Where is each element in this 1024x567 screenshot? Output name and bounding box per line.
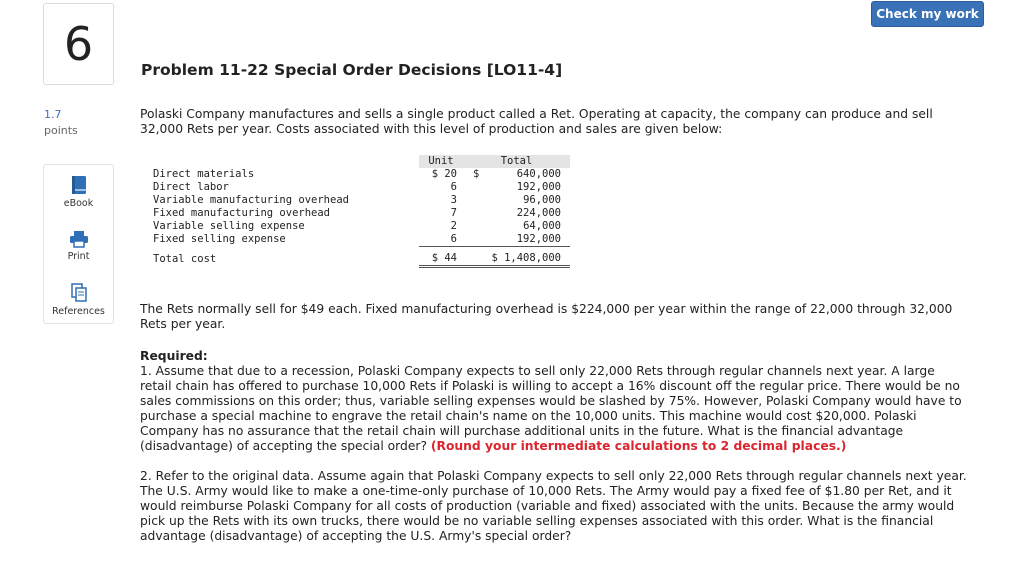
table-row — [146, 181, 570, 194]
row-total: 640,000 — [516, 168, 561, 180]
problem-title: Problem 11-22 Special Order Decisions [LO11-4] — [141, 61, 563, 79]
print-button[interactable] — [44, 230, 113, 262]
print-label: Print — [67, 251, 90, 262]
table-row — [146, 207, 570, 220]
references-button[interactable] — [44, 283, 113, 317]
printer-icon — [69, 230, 89, 248]
table-row — [146, 220, 570, 233]
required-section — [140, 349, 970, 544]
ebook-button[interactable] — [44, 175, 113, 209]
table-row — [146, 233, 570, 247]
row-label: Direct labor — [153, 181, 229, 193]
question-2-text: 2. Refer to the original data. Assume again that Polaski Company expects to sell only 22,000 Rets through regular channels next year. The U.S. Army would like to make a one-time-only purchase of 10,000 Rets. The Army would pay a fixed fee of $1.80 per Ret, and it would reimburse Polaski Company for all costs of production (variable and fixed) associated with the units. Because the army would pick up the Rets with its own trucks, there would be no variable selling expenses associated with this order. What is the financial advantage (disadvantage) of accepting the U.S. Army's special order? — [140, 469, 967, 543]
row-label: Fixed selling expense — [153, 233, 286, 246]
row-label: Variable selling expense — [153, 220, 305, 232]
references-icon — [70, 283, 88, 303]
row-dollar — [463, 220, 489, 233]
row-total: 224,000 — [516, 207, 561, 219]
row-dollar — [463, 233, 489, 247]
book-icon — [70, 175, 88, 195]
row-unit: 7 — [450, 207, 457, 219]
row-dollar — [463, 207, 489, 220]
points-value: 1.7 — [44, 108, 62, 121]
row-unit: 3 — [450, 194, 457, 206]
row-dollar — [463, 181, 489, 194]
question-1 — [140, 364, 970, 454]
row-label: Fixed manufacturing overhead — [153, 207, 331, 219]
row-total: 96,000 — [523, 194, 561, 206]
row-total: 192,000 — [516, 181, 561, 193]
question-number: 6 — [43, 3, 114, 85]
row-dollar — [463, 194, 489, 207]
row-dollar: $ — [473, 168, 480, 180]
total-cost-row — [146, 247, 570, 267]
total-cost-unit: $ 44 — [419, 247, 463, 267]
row-total: 192,000 — [489, 233, 570, 247]
unit-header: Unit — [419, 155, 463, 168]
row-label: Variable manufacturing overhead — [153, 194, 349, 206]
table-row — [146, 168, 570, 181]
references-label: References — [52, 306, 105, 317]
row-unit: $ 20 — [431, 168, 457, 180]
intro-paragraph: Polaski Company manufactures and sells a single product called a Ret. Operating at capacity, the company can produce and sell 32,000 Rets per year. Costs associated with this level of production and sales are given below: — [140, 107, 933, 136]
question-1-text: 1. Assume that due to a recession, Polaski Company expects to sell only 22,000 Rets through regular channels next year. A large retail chain has offered to purchase 10,000 Rets if Polaski is willing to accept a 16% discount off the regular price. There would be no sales commissions on this order; thus, variable selling expenses would be slashed by 75%. However, Polaski Company would have to purchase a special machine to engrave the retail chain's name on the 10,000 units. This machine would cost $20,000. Polaski Company has no assurance that the retail chain will purchase additional units in the future. What is the financial advantage (disadvantage) of accepting the special order? — [140, 364, 962, 453]
cost-table-header — [146, 155, 570, 168]
check-my-work-button[interactable]: Check my work — [871, 1, 984, 27]
normal-sell-paragraph: The Rets normally sell for $49 each. Fixed manufacturing overhead is $224,000 per year within the range of 22,000 through 32,000 Rets per year. — [140, 302, 953, 331]
row-unit: 2 — [450, 220, 457, 232]
total-cost-label: Total cost — [153, 252, 217, 265]
table-row — [146, 194, 570, 207]
row-label: Direct materials — [153, 168, 255, 180]
total-cost-total: $ 1,408,000 — [463, 247, 570, 267]
rounding-note: (Round your intermediate calculations to 2 decimal places.) — [430, 439, 847, 453]
resource-sidebar — [43, 164, 114, 324]
points-label: points — [44, 124, 78, 137]
row-unit: 6 — [450, 181, 457, 193]
row-total: 64,000 — [523, 220, 561, 232]
cost-table — [146, 155, 570, 268]
required-heading: Required: — [140, 349, 208, 363]
ebook-label: eBook — [63, 198, 94, 209]
row-unit: 6 — [419, 233, 463, 247]
total-header: Total — [463, 155, 570, 168]
